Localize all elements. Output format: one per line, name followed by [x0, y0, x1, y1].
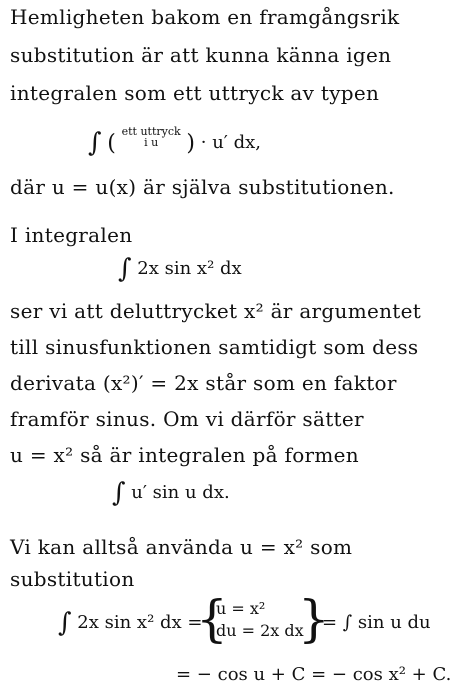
text-line-3: integralen som ett uttryck av typen: [10, 81, 380, 105]
formula-target-body: u′ sin u dx.: [131, 482, 230, 503]
text-line-9: framför sinus. Om vi därför sätter: [10, 407, 364, 431]
integral-sign: ∫: [88, 128, 102, 158]
inner-expression-bottom: i u: [144, 136, 159, 149]
formula-example-body: 2x sin x² dx: [137, 258, 242, 279]
text-line-11: Vi kan alltså använda u = x² som: [10, 535, 353, 559]
text-line-6: ser vi att deluttrycket x² är argumentet: [10, 299, 422, 323]
text-line-5: I integralen: [10, 223, 133, 247]
text-line-12: substitution: [10, 567, 135, 591]
substitution-cases: [216, 598, 304, 642]
right-brace: }: [298, 590, 330, 648]
left-paren: (: [107, 131, 116, 156]
formula-example-integral: [118, 256, 242, 282]
text-line-8: derivata (x²)′ = 2x står som en faktor: [10, 371, 397, 395]
text-line-4: där u = u(x) är själva substitutionen.: [10, 175, 395, 199]
text-line-10: u = x² så är integralen på formen: [10, 443, 359, 467]
formula-general-form: [88, 126, 261, 157]
left-brace: {: [196, 590, 228, 648]
text-line-2: substitution är att kunna känna igen: [10, 43, 392, 67]
right-paren: ): [186, 131, 196, 156]
formula-substitution-left: [58, 610, 202, 636]
formula-general-rest: · u′ dx,: [200, 132, 261, 153]
formula-substitution-lhs: 2x sin x² dx =: [77, 612, 203, 633]
formula-result: = − cos u + C = − cos x² + C.: [176, 664, 451, 685]
inner-expression: [122, 126, 181, 148]
text-line-7: till sinusfunktionen samtidigt som dess: [10, 335, 419, 359]
integral-sign: ∫: [112, 478, 126, 508]
integral-sign: ∫: [118, 254, 132, 284]
case-u-definition: u = x²: [216, 599, 266, 618]
integral-sign: ∫: [58, 608, 72, 638]
formula-substitution-right: = ∫ sin u du: [322, 612, 431, 633]
inner-expression-top: ett uttryck: [121, 125, 181, 138]
text-line-1: Hemligheten bakom en framgångsrik: [10, 5, 400, 29]
case-du-definition: du = 2x dx: [216, 621, 304, 640]
formula-target-form: [112, 480, 230, 506]
